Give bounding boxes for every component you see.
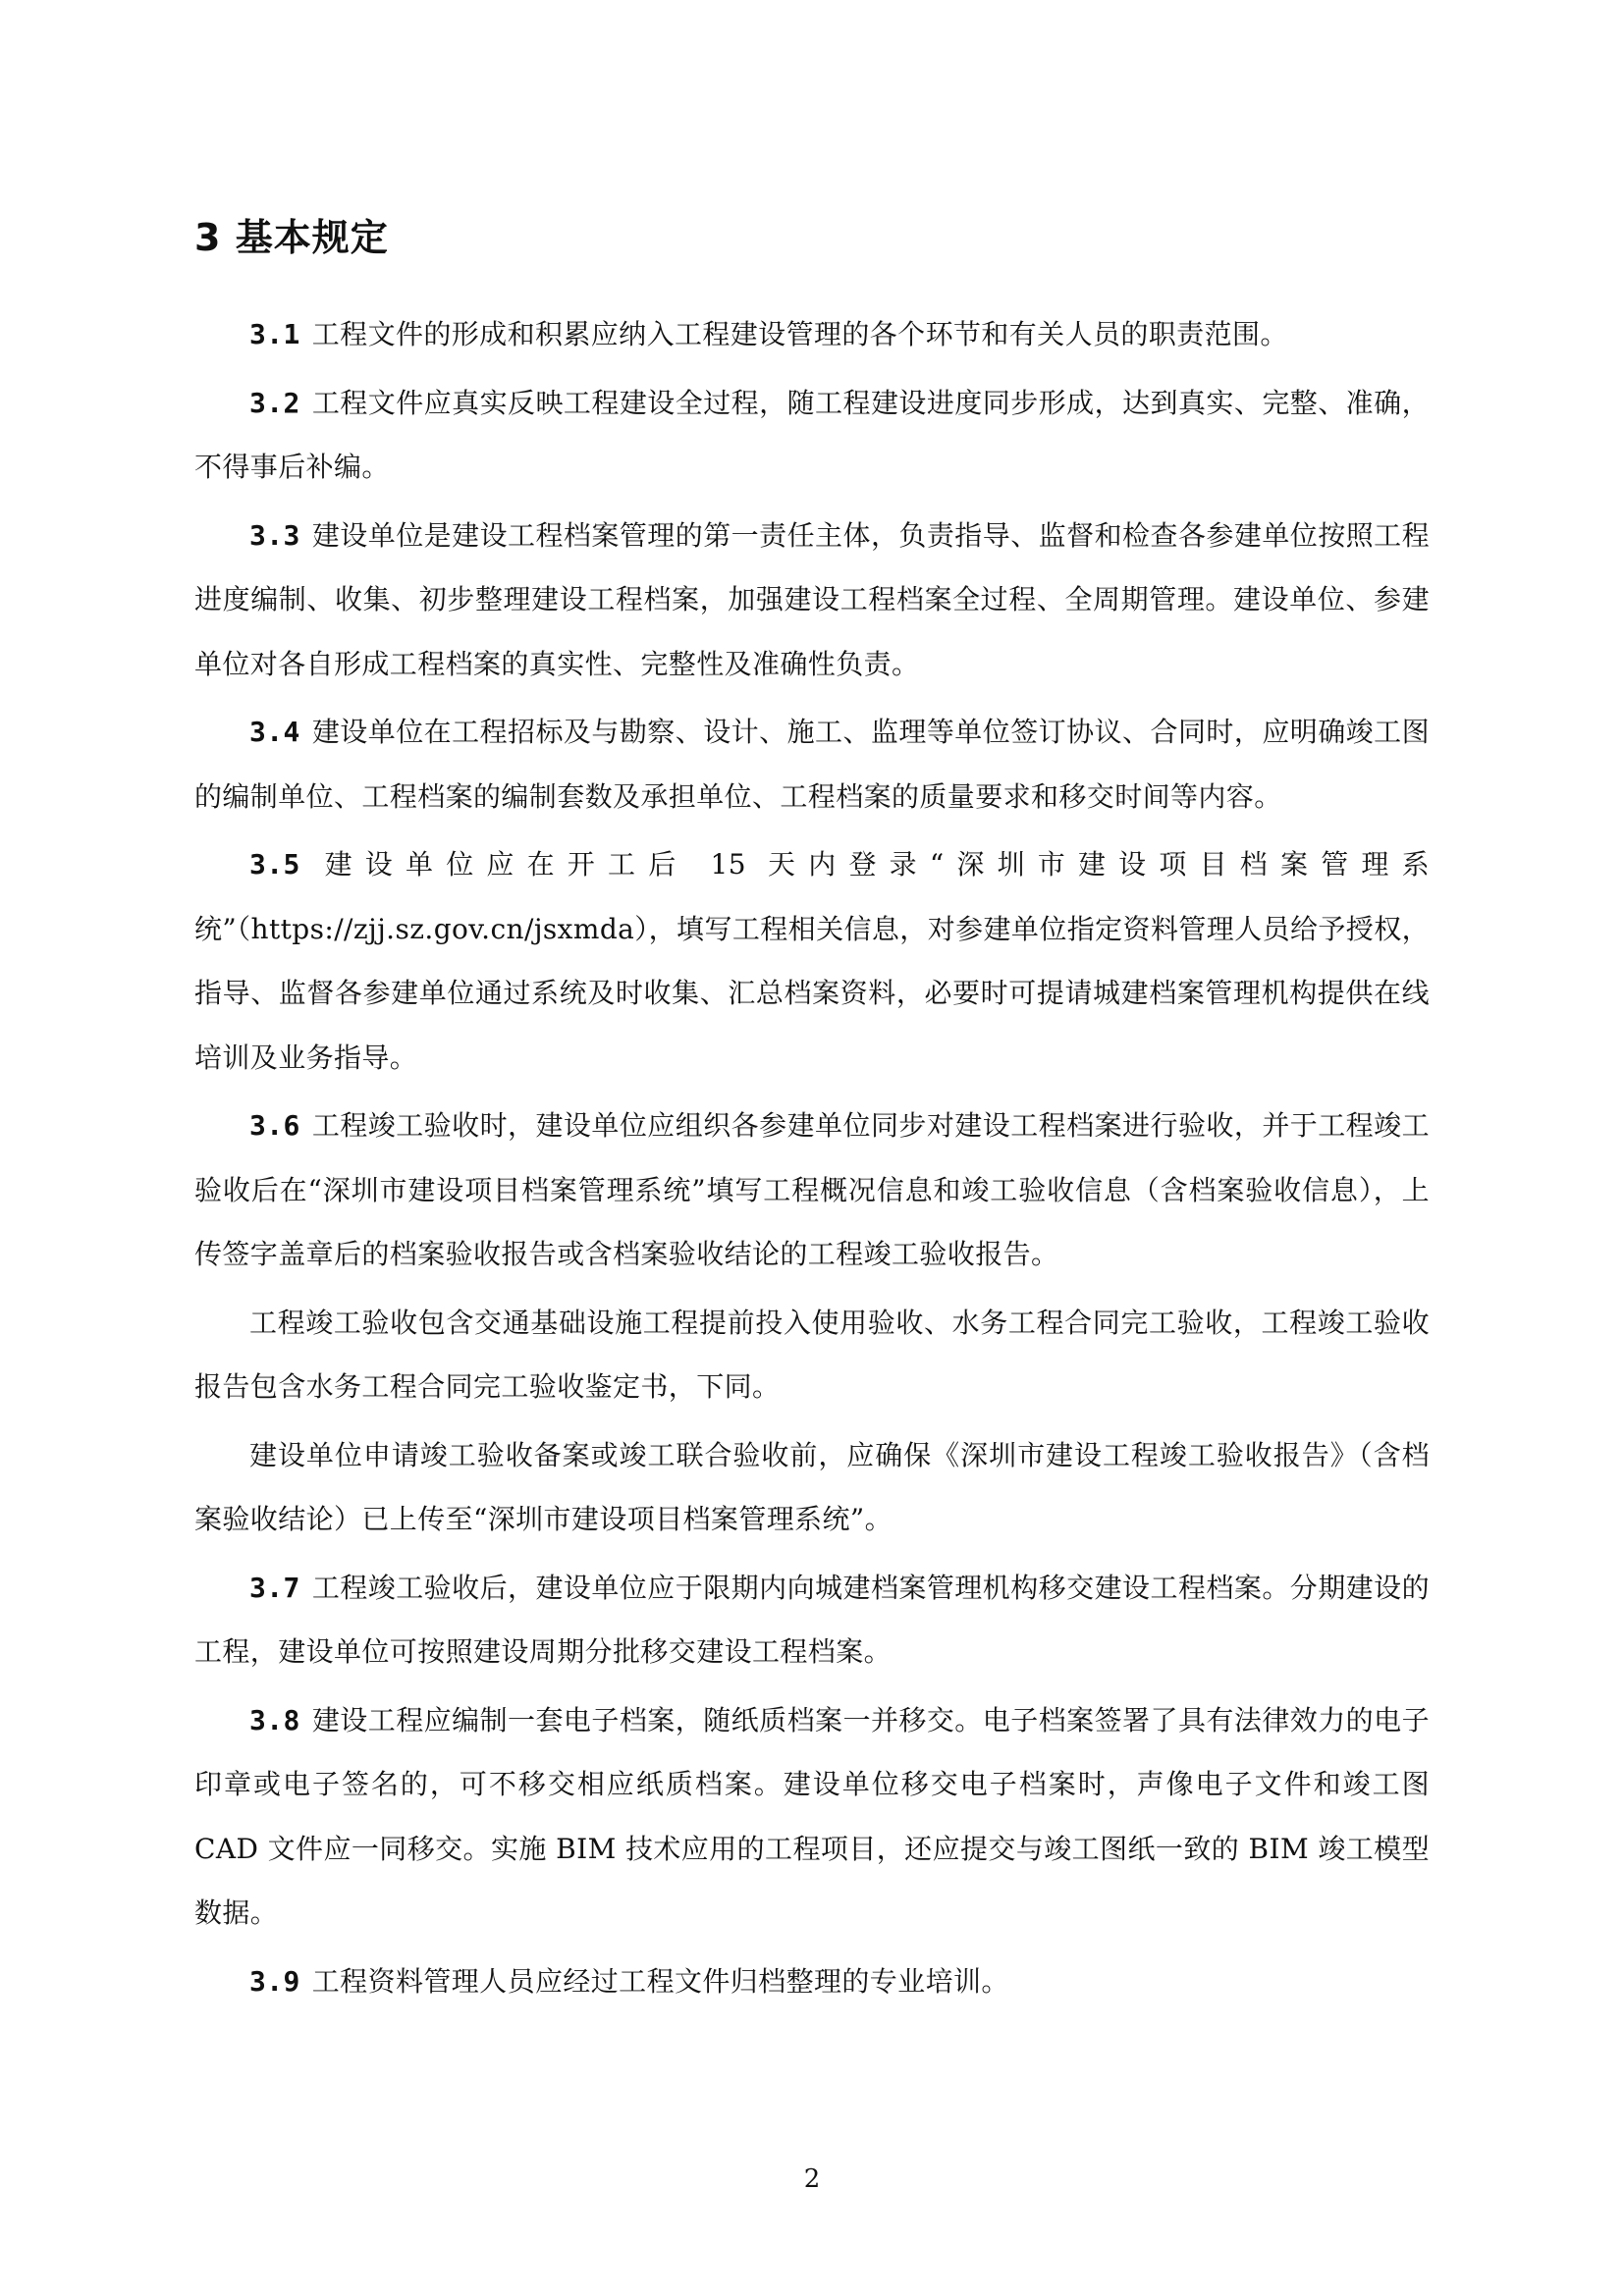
clause-3-6-note-2 [194, 1423, 1430, 1552]
page-number: 2 [803, 2164, 821, 2194]
clause-3-6 [194, 1094, 1430, 1287]
section-heading [194, 210, 389, 265]
clause-text: 工程资料管理人员应经过工程文件归档整理的专业培训。 [311, 1964, 1009, 1998]
clause-3-3 [194, 504, 1430, 697]
clause-3-5 [194, 832, 1430, 1090]
clause-number: 3.7 [249, 1571, 300, 1604]
clause-text: 工程文件的形成和积累应纳入工程建设管理的各个环节和有关人员的职责范围。 [311, 318, 1288, 350]
document-body [194, 302, 1430, 2017]
clause-3-6-note-1 [194, 1291, 1430, 1419]
clause-3-8 [194, 1688, 1430, 1946]
clause-text: 建设单位应在开工后 15 天内登录“深圳市建设项目档案管理系统”（https://zjj.sz.gov.cn/jsxmda），填写工程相关信息，对参建单位指定资料管理人员给予授权，指导、监督各参建单位通过系统及时收集、汇总档案资料，必要时可提请城建档案管理机构提供在线培训及业务指导。 [194, 848, 1430, 1074]
clause-number: 3.5 [249, 848, 300, 881]
clause-number: 3.4 [249, 716, 300, 748]
clause-3-2 [194, 371, 1430, 500]
clause-text: 工程竣工验收后，建设单位应于限期内向城建档案管理机构移交建设工程档案。分期建设的工程，建设单位可按照建设周期分批移交建设工程档案。 [194, 1571, 1430, 1668]
clause-3-1 [194, 302, 1430, 367]
clause-text: 建设工程应编制一套电子档案，随纸质档案一并移交。电子档案签署了具有法律效力的电子印章或电子签名的，可不移交相应纸质档案。建设单位移交电子档案时，声像电子文件和竣工图 CAD 文件应一同移交。实施 BIM 技术应用的工程项目，还应提交与竣工图纸一致的 BIM 竣工模型数据。 [194, 1703, 1430, 1929]
clause-text: 建设单位是建设工程档案管理的第一责任主体，负责指导、监督和检查各参建单位按照工程进度编制、收集、初步整理建设工程档案，加强建设工程档案全过程、全周期管理。建设单位、参建单位对各自形成工程档案的真实性、完整性及准确性负责。 [194, 518, 1430, 680]
clause-3-9 [194, 1949, 1430, 2014]
clause-number: 3.9 [249, 1964, 300, 1998]
clause-number: 3.2 [249, 386, 300, 419]
clause-text: 建设单位申请竣工验收备案或竣工联合验收前，应确保《深圳市建设工程竣工验收报告》（含档案验收结论）已上传至“深圳市建设项目档案管理系统”。 [194, 1438, 1430, 1535]
clause-number: 3.8 [249, 1703, 300, 1736]
clause-3-7 [194, 1556, 1430, 1684]
section-title: 基本规定 [235, 216, 389, 259]
clause-text: 工程竣工验收时，建设单位应组织各参建单位同步对建设工程档案进行验收，并于工程竣工验收后在“深圳市建设项目档案管理系统”填写工程概况信息和竣工验收信息（含档案验收信息），上传签字盖章后的档案验收报告或含档案验收结论的工程竣工验收报告。 [194, 1109, 1430, 1270]
section-number: 3 [194, 216, 222, 259]
clause-text: 工程竣工验收包含交通基础设施工程提前投入使用验收、水务工程合同完工验收，工程竣工验收报告包含水务工程合同完工验收鉴定书，下同。 [194, 1306, 1430, 1403]
clause-text: 建设单位在工程招标及与勘察、设计、施工、监理等单位签订协议、合同时，应明确竣工图的编制单位、工程档案的编制套数及承担单位、工程档案的质量要求和移交时间等内容。 [194, 716, 1430, 813]
clause-text: 工程文件应真实反映工程建设全过程，随工程建设进度同步形成，达到真实、完整、准确，不得事后补编。 [194, 386, 1430, 483]
clause-number: 3.3 [249, 518, 300, 552]
clause-number: 3.6 [249, 1109, 300, 1142]
clause-number: 3.1 [249, 318, 300, 350]
clause-3-4 [194, 700, 1430, 828]
